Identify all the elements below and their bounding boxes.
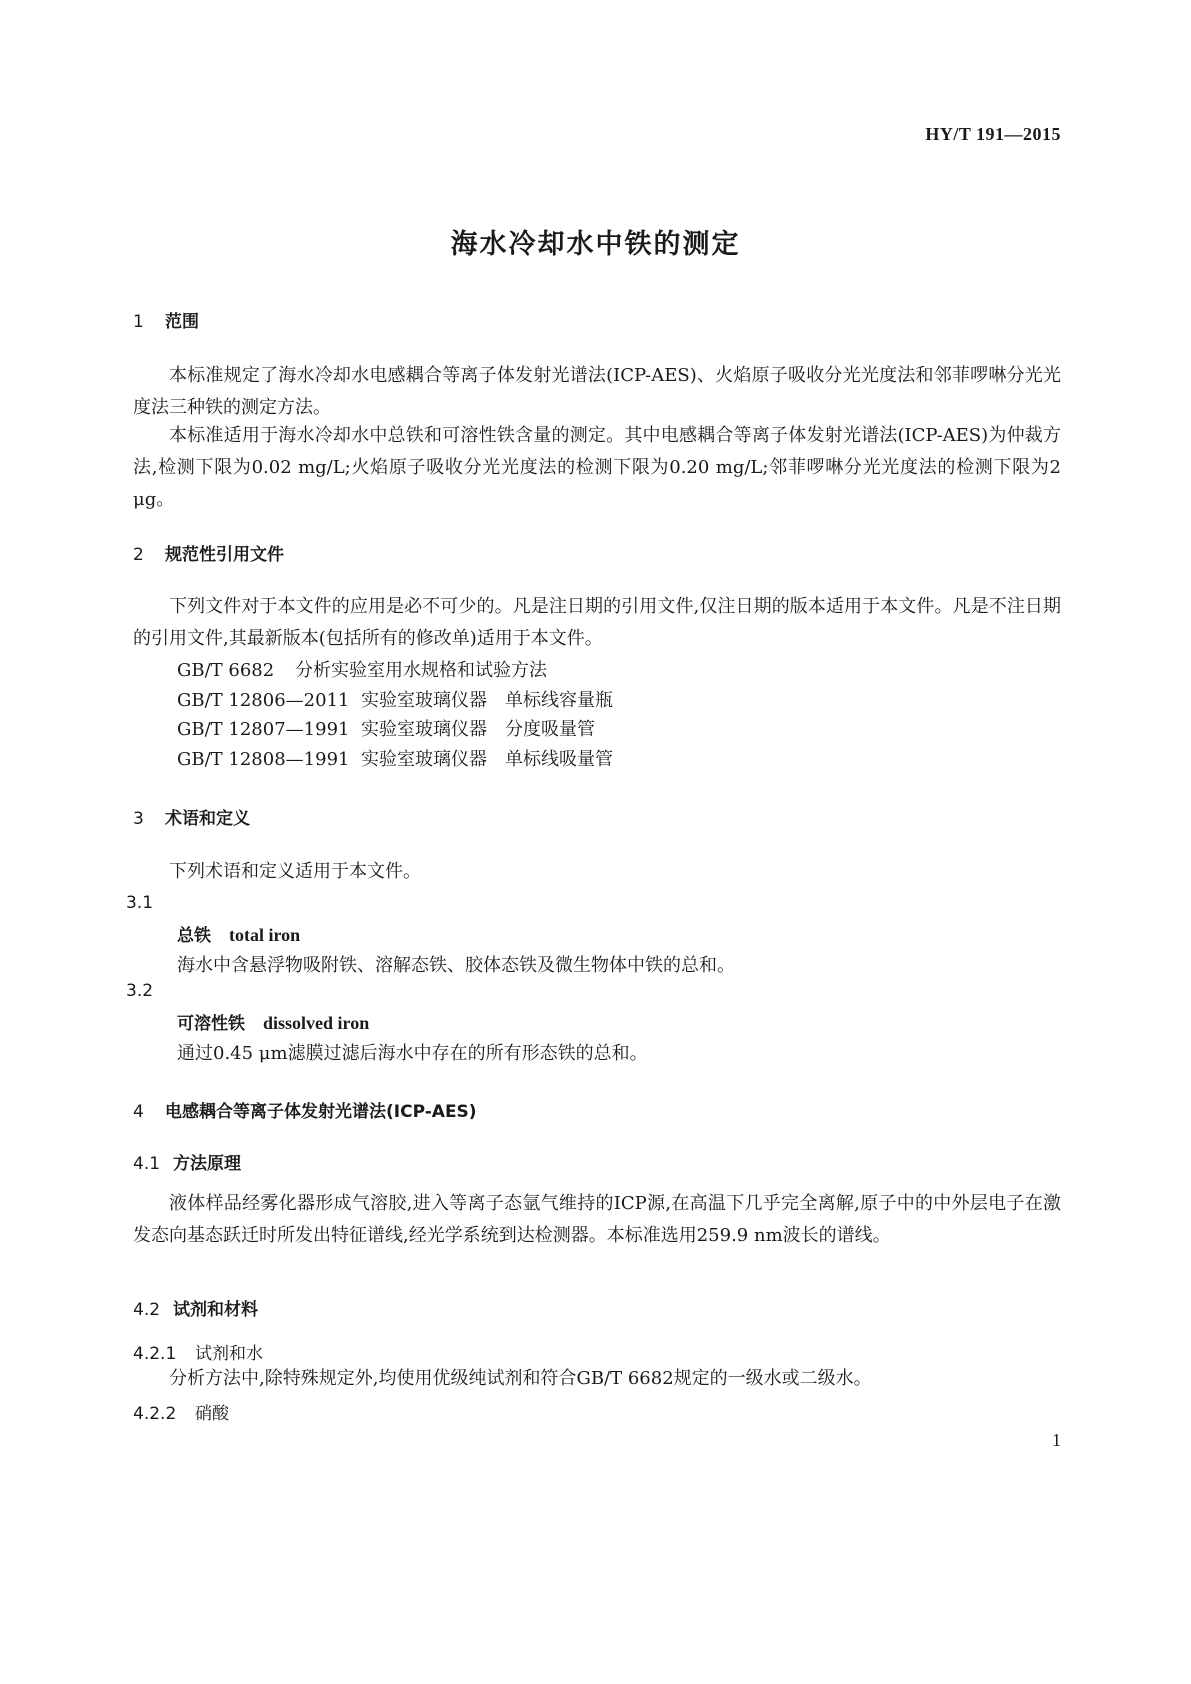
section-number: 4.1 (133, 1154, 161, 1174)
document-title: 海水冷却水中铁的测定 (450, 229, 741, 260)
section-number: 4.2.1 (133, 1344, 177, 1364)
term-en: total iron (229, 925, 301, 945)
section-number: 2 (133, 545, 144, 565)
term-heading (177, 1009, 369, 1034)
reference-code: GB/T 6682 (177, 660, 275, 681)
section-number: 4 (133, 1102, 144, 1122)
reference-title: 实验室玻璃仪器 单标线吸量管 (361, 749, 613, 770)
reference-title: 分析实验室用水规格和试验方法 (295, 660, 547, 681)
section-number: 4.2 (133, 1300, 161, 1320)
term-zh: 可溶性铁 (177, 1014, 245, 1034)
section-title: 试剂和水 (195, 1344, 263, 1364)
reference-code: GB/T 12806—2011 (177, 690, 350, 711)
section-4-2-2-heading (133, 1399, 229, 1424)
section-4-2-1-heading (133, 1339, 263, 1364)
reference-code: GB/T 12808—1991 (177, 749, 350, 770)
term-zh: 总铁 (177, 926, 211, 946)
section-4-2-heading (133, 1295, 258, 1320)
term-number: 3.2 (126, 981, 154, 1001)
term-heading (177, 921, 300, 946)
reference-item (177, 656, 547, 682)
section-4-2-1-paragraph-1: 分析方法中,除特殊规定外,均使用优级纯试剂和符合GB/T 6682规定的一级水或二级水。 (169, 1368, 872, 1389)
term-definition: 通过0.45 μm滤膜过滤后海水中存在的所有形态铁的总和。 (177, 1043, 648, 1064)
section-1-heading (133, 307, 199, 332)
section-title: 试剂和材料 (173, 1300, 258, 1320)
section-2-heading (133, 540, 284, 565)
section-title: 电感耦合等离子体发射光谱法(ICP-AES) (165, 1102, 477, 1122)
section-number: 1 (133, 312, 144, 332)
section-title: 方法原理 (173, 1154, 241, 1174)
section-1-paragraph-1: 本标准规定了海水冷却水电感耦合等离子体发射光谱法(ICP-AES)、火焰原子吸收分光光度法和邻菲啰啉分光光度法三种铁的测定方法。 (133, 365, 1061, 418)
section-number: 3 (133, 809, 144, 829)
section-2-paragraph-1: 下列文件对于本文件的应用是必不可少的。凡是注日期的引用文件,仅注日期的版本适用于本文件。凡是不注日期的引用文件,其最新版本(包括所有的修改单)适用于本文件。 (133, 596, 1061, 649)
section-title: 规范性引用文件 (165, 545, 284, 565)
section-4-1-heading (133, 1149, 241, 1174)
reference-item (177, 745, 613, 771)
section-3-heading (133, 804, 250, 829)
reference-title: 实验室玻璃仪器 单标线容量瓶 (361, 690, 613, 711)
section-number: 4.2.2 (133, 1404, 177, 1424)
section-4-1-paragraph-1: 液体样品经雾化器形成气溶胶,进入等离子态氩气维持的ICP源,在高温下几乎完全离解,原子中的中外层电子在激发态向基态跃迁时所发出特征谱线,经光学系统到达检测器。本标准选用259.9 nm波长的谱线。 (133, 1193, 1061, 1246)
reference-item (177, 686, 613, 712)
page-number: 1 (1052, 1430, 1061, 1450)
reference-item (177, 715, 595, 741)
term-number: 3.1 (126, 893, 154, 913)
section-4-heading (133, 1097, 477, 1122)
term-definition: 海水中含悬浮物吸附铁、溶解态铁、胶体态铁及微生物体中铁的总和。 (177, 955, 735, 976)
section-1-paragraph-2: 本标准适用于海水冷却水中总铁和可溶性铁含量的测定。其中电感耦合等离子体发射光谱法(ICP-AES)为仲裁方法,检测下限为0.02 mg/L;火焰原子吸收分光光度法的检测下限为0.20 mg/L;邻菲啰啉分光光度法的检测下限为2 μg。 (133, 425, 1061, 510)
standard-code: HY/T 191—2015 (925, 124, 1061, 144)
term-en: dissolved iron (263, 1013, 370, 1033)
reference-code: GB/T 12807—1991 (177, 719, 350, 740)
section-3-paragraph-1: 下列术语和定义适用于本文件。 (169, 861, 421, 882)
reference-title: 实验室玻璃仪器 分度吸量管 (361, 719, 595, 740)
section-title: 范围 (165, 312, 199, 332)
section-title: 硝酸 (195, 1404, 229, 1424)
section-title: 术语和定义 (165, 809, 250, 829)
